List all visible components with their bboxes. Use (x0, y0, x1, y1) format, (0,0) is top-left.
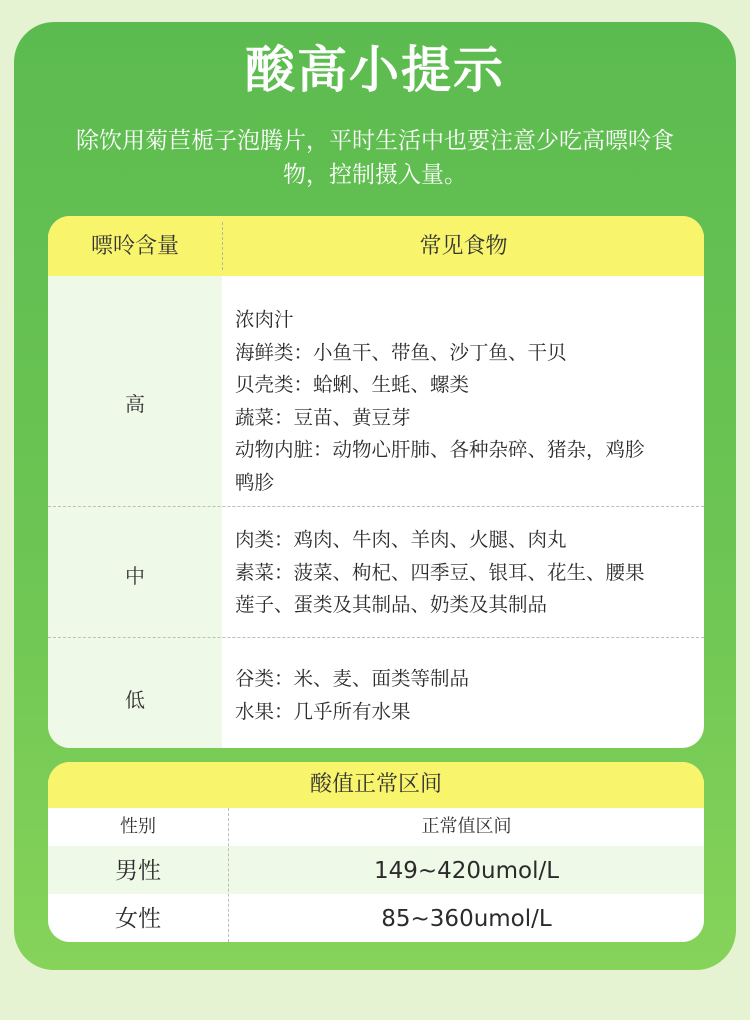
food-line: 肉类：鸡肉、牛肉、羊肉、火腿、肉丸 (235, 528, 567, 551)
acid-table-title: 酸值正常区间 (48, 762, 704, 808)
level-column (48, 276, 222, 748)
foods-high (235, 304, 704, 499)
food-line: 水果：几乎所有水果 (235, 699, 411, 723)
gender-female: 女性 (115, 906, 161, 932)
level-medium: 中 (125, 564, 145, 588)
table-row (48, 846, 704, 894)
range-male: 149~420umol/L (373, 858, 560, 884)
food-line: 鸭胗 (235, 470, 275, 494)
range-female: 85~360umol/L (381, 906, 552, 932)
header-purine-level: 嘌呤含量 (90, 234, 179, 259)
food-line: 浓肉汁 (235, 308, 294, 331)
header-normal-range: 正常值区间 (421, 816, 512, 837)
level-high: 高 (125, 392, 145, 416)
description-text: 除饮用菊苣栀子泡腾片，平时生活中也要注意少吃高嘌呤食物，控制摄入量。 (76, 128, 674, 188)
table-row (48, 894, 704, 942)
food-line: 蔬菜：豆苗、黄豆芽 (235, 405, 411, 429)
acid-table-header (48, 808, 704, 846)
level-low: 低 (125, 688, 145, 712)
header-common-foods: 常见食物 (419, 234, 508, 259)
food-line: 海鲜类：小鱼干、带鱼、沙丁鱼、干贝 (235, 340, 567, 364)
food-line: 谷类：米、麦、面类等制品 (235, 667, 470, 690)
purine-table-header (48, 216, 704, 276)
page-title: 酸高小提示 (245, 41, 505, 99)
foods-medium (235, 524, 704, 622)
purine-table (48, 216, 704, 748)
gender-male: 男性 (115, 858, 161, 884)
column-divider (228, 808, 229, 942)
foods-low (235, 663, 704, 728)
row-divider (48, 637, 704, 638)
food-line: 动物内脏：动物心肝肺、各种杂碎、猪杂，鸡胗 (235, 438, 645, 461)
food-line: 贝壳类：蛤蜊、生蚝、螺类 (235, 373, 470, 396)
header-gender: 性别 (120, 816, 156, 837)
row-divider (48, 506, 704, 507)
header-divider (222, 222, 223, 270)
acid-range-table (48, 762, 704, 942)
food-line: 素菜：菠菜、枸杞、四季豆、银耳、花生、腰果 (235, 560, 645, 584)
food-line: 莲子、蛋类及其制品、奶类及其制品 (235, 593, 548, 616)
